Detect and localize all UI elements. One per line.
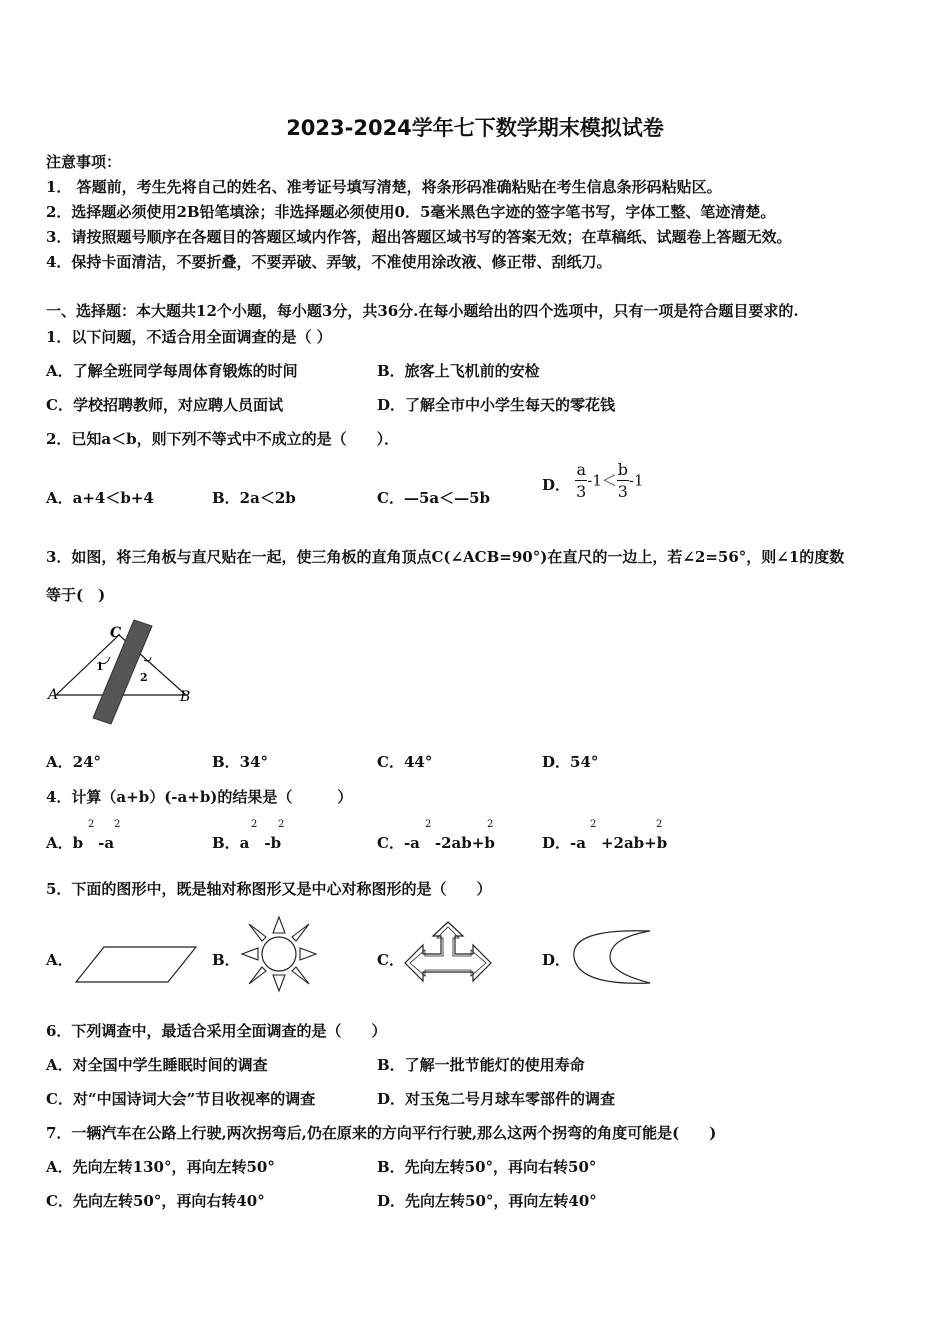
question-3-option-b: B．34° xyxy=(212,753,269,771)
exponent: 2 xyxy=(114,819,121,830)
fraction-denominator: 3 xyxy=(617,482,628,501)
exponent: 2 xyxy=(487,819,494,830)
question-5-option-c: C． xyxy=(377,951,404,969)
label-a: A xyxy=(48,687,59,703)
question-4-option-d: D．-a +2ab+b xyxy=(542,834,668,852)
question-1-option-a: A．了解全班同学每周体育锻炼的时间 xyxy=(46,362,298,380)
question-7-option-b: B．先向左转50°，再向右转50° xyxy=(377,1158,597,1176)
question-3-stem-line-2: 等于( ) xyxy=(46,586,106,604)
exponent: 2 xyxy=(278,819,285,830)
question-5-option-b: B． xyxy=(212,951,240,969)
double-arrow-figure xyxy=(403,920,493,988)
label-b: B xyxy=(180,689,191,705)
option-d-prefix: D． xyxy=(542,475,571,494)
label-angle-1: 1 xyxy=(96,660,104,673)
fraction-numerator: b xyxy=(617,460,628,479)
question-3-stem-line-1: 3．如图，将三角板与直尺贴在一起，使三角板的直角顶点C(∠ACB=90°)在直尺的一边上，若∠2=56°，则∠1的度数 xyxy=(46,548,845,566)
page-title: 2023-2024学年七下数学期末模拟试卷 xyxy=(286,116,664,140)
fraction-b-over-3 xyxy=(617,461,629,500)
question-1-option-d: D．了解全市中小学生每天的零花钱 xyxy=(377,396,616,414)
question-6-option-b: B．了解一批节能灯的使用寿命 xyxy=(377,1056,585,1074)
option-d-middle: -1＜ xyxy=(587,471,617,490)
question-2-option-b: B．2a＜2b xyxy=(212,489,296,507)
question-7-option-a: A．先向左转130°，再向左转50° xyxy=(46,1158,275,1176)
question-5-option-a: A． xyxy=(46,951,73,969)
question-5-option-d: D． xyxy=(542,951,571,969)
notice-item-1: 1． 答题前，考生先将自己的姓名、准考证号填写清楚，将条形码准确粘贴在考生信息条形码粘贴区。 xyxy=(46,178,722,196)
question-4-option-b: B．a -b xyxy=(212,834,282,852)
question-6-option-a: A．对全国中学生睡眠时间的调查 xyxy=(46,1056,268,1074)
question-7-option-c: C．先向左转50°，再向右转40° xyxy=(46,1192,265,1210)
notice-item-2: 2．选择题必须使用2B铅笔填涂；非选择题必须使用0．5毫米黑色字迹的签字笔书写，字体工整、笔迹清楚。 xyxy=(46,203,776,221)
question-6-option-c: C．对“中国诗词大会”节目收视率的调查 xyxy=(46,1090,316,1108)
fraction-a-over-3 xyxy=(575,461,587,500)
question-7-option-d: D．先向左转50°，再向左转40° xyxy=(377,1192,597,1210)
exponent: 2 xyxy=(88,819,95,830)
fraction-numerator: a xyxy=(576,460,587,479)
option-d-end: -1 xyxy=(628,471,644,490)
question-7-stem: 7．一辆汽车在公路上行驶,两次拐弯后,仍在原来的方向平行行驶,那么这两个拐弯的角度可能是( ) xyxy=(46,1124,717,1142)
question-4-stem: 4．计算（a+b）(-a+b)的结果是（ ） xyxy=(46,788,353,806)
question-2-option-a: A．a+4＜b+4 xyxy=(46,489,154,507)
section-heading: 一、选择题：本大题共12个小题，每小题3分，共36分.在每小题给出的四个选项中，只有一项是符合题目要求的. xyxy=(46,302,799,320)
question-3-option-c: C．44° xyxy=(377,753,433,771)
exponent: 2 xyxy=(656,819,663,830)
question-6-stem: 6．下列调查中，最适合采用全面调查的是（ ） xyxy=(46,1022,387,1040)
label-c: C xyxy=(110,625,122,641)
question-6-option-d: D．对玉兔二号月球车零部件的调查 xyxy=(377,1090,616,1108)
label-angle-2: 2 xyxy=(140,671,148,684)
question-1-option-b: B．旅客上飞机前的安检 xyxy=(377,362,540,380)
question-2-stem: 2．已知a＜b，则下列不等式中不成立的是（ ）． xyxy=(46,430,400,448)
sun-figure xyxy=(238,913,320,995)
exponent: 2 xyxy=(251,819,258,830)
exponent: 2 xyxy=(590,819,597,830)
question-2-option-d xyxy=(542,461,644,500)
fraction-denominator: 3 xyxy=(576,482,587,501)
notice-item-4: 4．保持卡面清洁，不要折叠，不要弄破、弄皱，不准使用涂改液、修正带、刮纸刀。 xyxy=(46,253,612,271)
question-4-option-c: C．-a -2ab+b xyxy=(377,834,495,852)
question-5-stem: 5．下面的图形中，既是轴对称图形又是中心对称图形的是（ ） xyxy=(46,880,492,898)
question-3-option-a: A．24° xyxy=(46,753,102,771)
exponent: 2 xyxy=(425,819,432,830)
crescent-figure xyxy=(570,928,654,986)
notice-item-3: 3．请按照题号顺序在各题目的答题区域内作答，超出答题区域书写的答案无效；在草稿纸、试题卷上答题无效。 xyxy=(46,228,792,246)
question-3-option-d: D．54° xyxy=(542,753,599,771)
triangle-ruler-figure xyxy=(44,615,204,730)
question-1-stem: 1．以下问题，不适合用全面调查的是（ ） xyxy=(46,328,332,346)
question-1-option-c: C．学校招聘教师，对应聘人员面试 xyxy=(46,396,283,414)
question-4-option-a: A．b -a xyxy=(46,834,115,852)
notice-heading: 注意事项： xyxy=(46,153,122,171)
parallelogram-figure xyxy=(74,944,200,986)
question-2-option-c: C．—5a＜—5b xyxy=(377,489,491,507)
